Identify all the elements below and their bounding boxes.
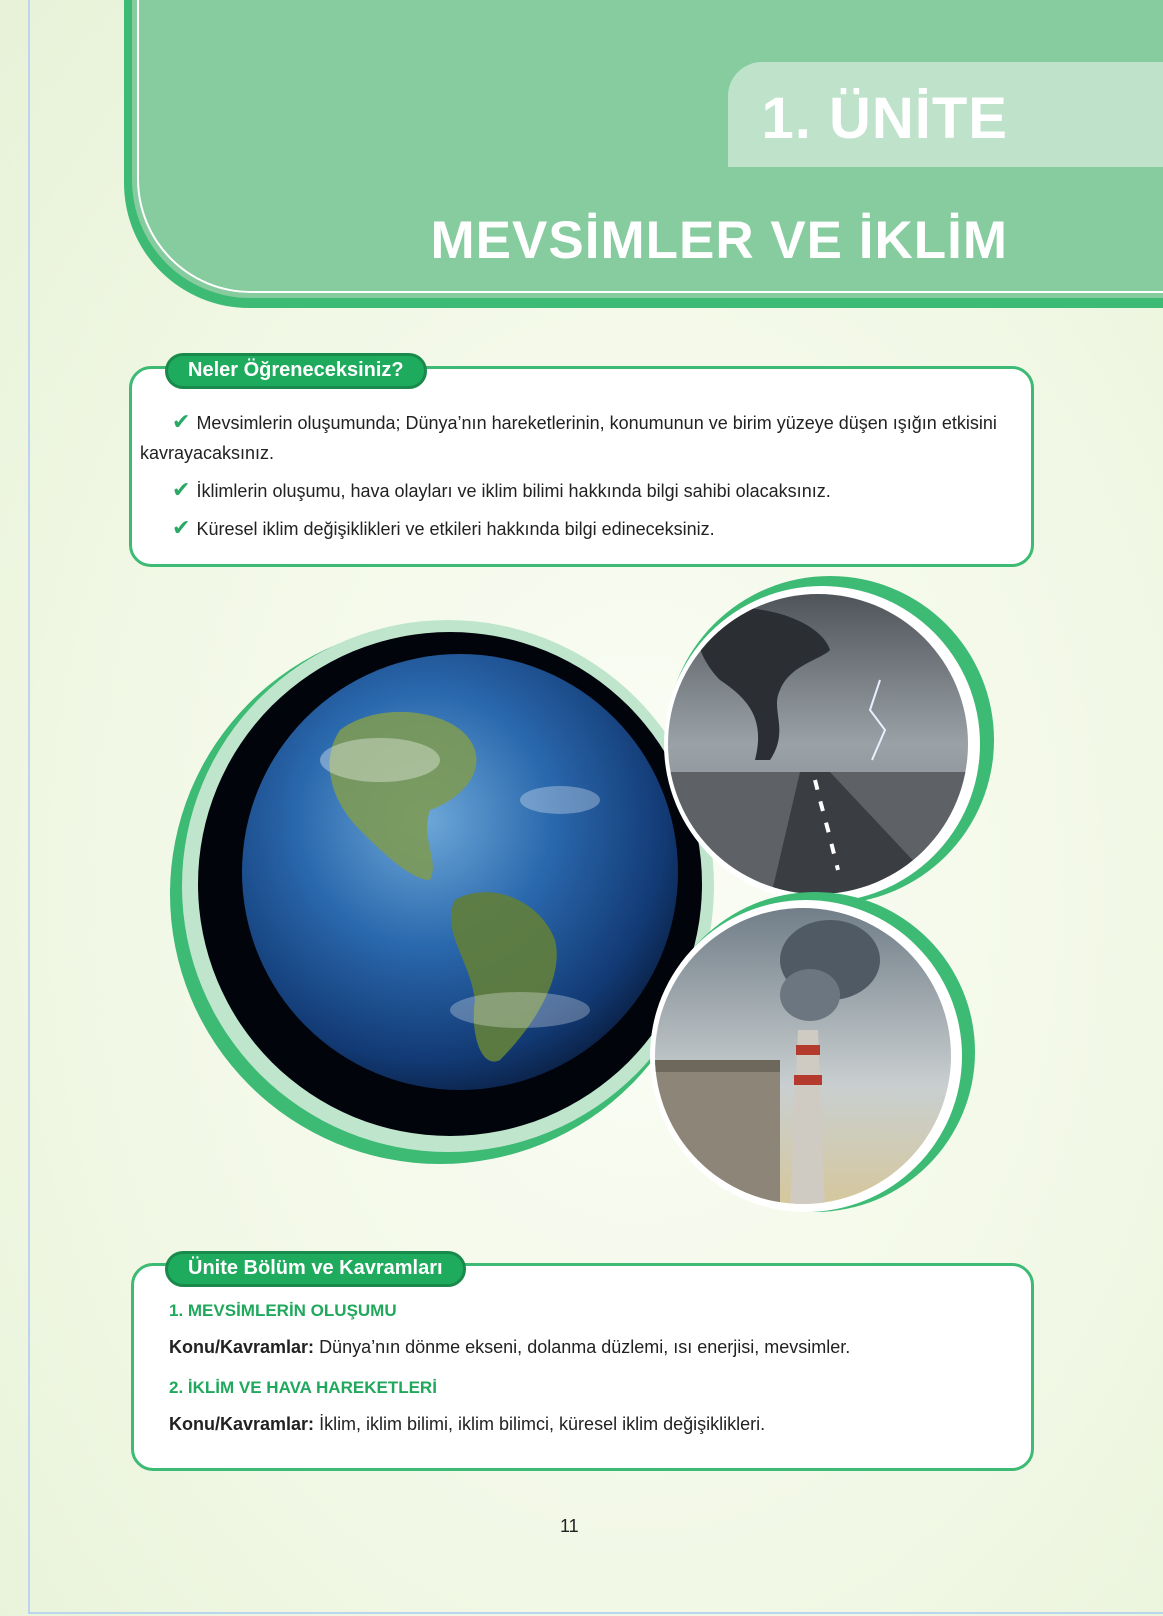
section-heading: 1. MEVSİMLERİN OLUŞUMU [169, 1301, 397, 1320]
sections-list [169, 1301, 1009, 1455]
objective-item: ✔ İklimlerin oluşumu, hava olayları ve iklim bilimi hakkında bilgi sahibi olacaksınız. [172, 477, 831, 502]
objectives-title: Neler Öğreneceksiniz? [165, 353, 427, 389]
objective-item: ✔ Mevsimlerin oluşumunda; Dünya’nın hareketlerinin, konumunun ve birim yüzeye düşen ışığın etkisini kavrayacaksınız. [140, 409, 997, 463]
section-concepts: Konu/Kavramlar: İklim, iklim bilimi, iklim bilimci, küresel iklim değişiklikleri. [169, 1414, 766, 1434]
section-heading: 2. İKLİM VE HAVA HAREKETLERİ [169, 1378, 437, 1397]
sections-title: Ünite Bölüm ve Kavramları [165, 1251, 466, 1287]
objective-item: ✔ Küresel iklim değişiklikleri ve etkileri hakkında bilgi edineceksiniz. [172, 515, 715, 540]
unit-title: MEVSİMLER VE İKLİM [430, 211, 1008, 270]
page-number: 11 [560, 1516, 579, 1536]
checkmark-icon: ✔ [172, 515, 191, 540]
earth-image [170, 620, 714, 1164]
section-concepts: Konu/Kavramlar: Dünya’nın dönme ekseni, dolanma düzlemi, ısı enerjisi, mevsimler. [169, 1337, 851, 1357]
checkmark-icon: ✔ [172, 409, 191, 434]
unit-label: 1. ÜNİTE [761, 86, 1008, 151]
tornado-image [660, 576, 994, 904]
checkmark-icon: ✔ [172, 477, 191, 502]
